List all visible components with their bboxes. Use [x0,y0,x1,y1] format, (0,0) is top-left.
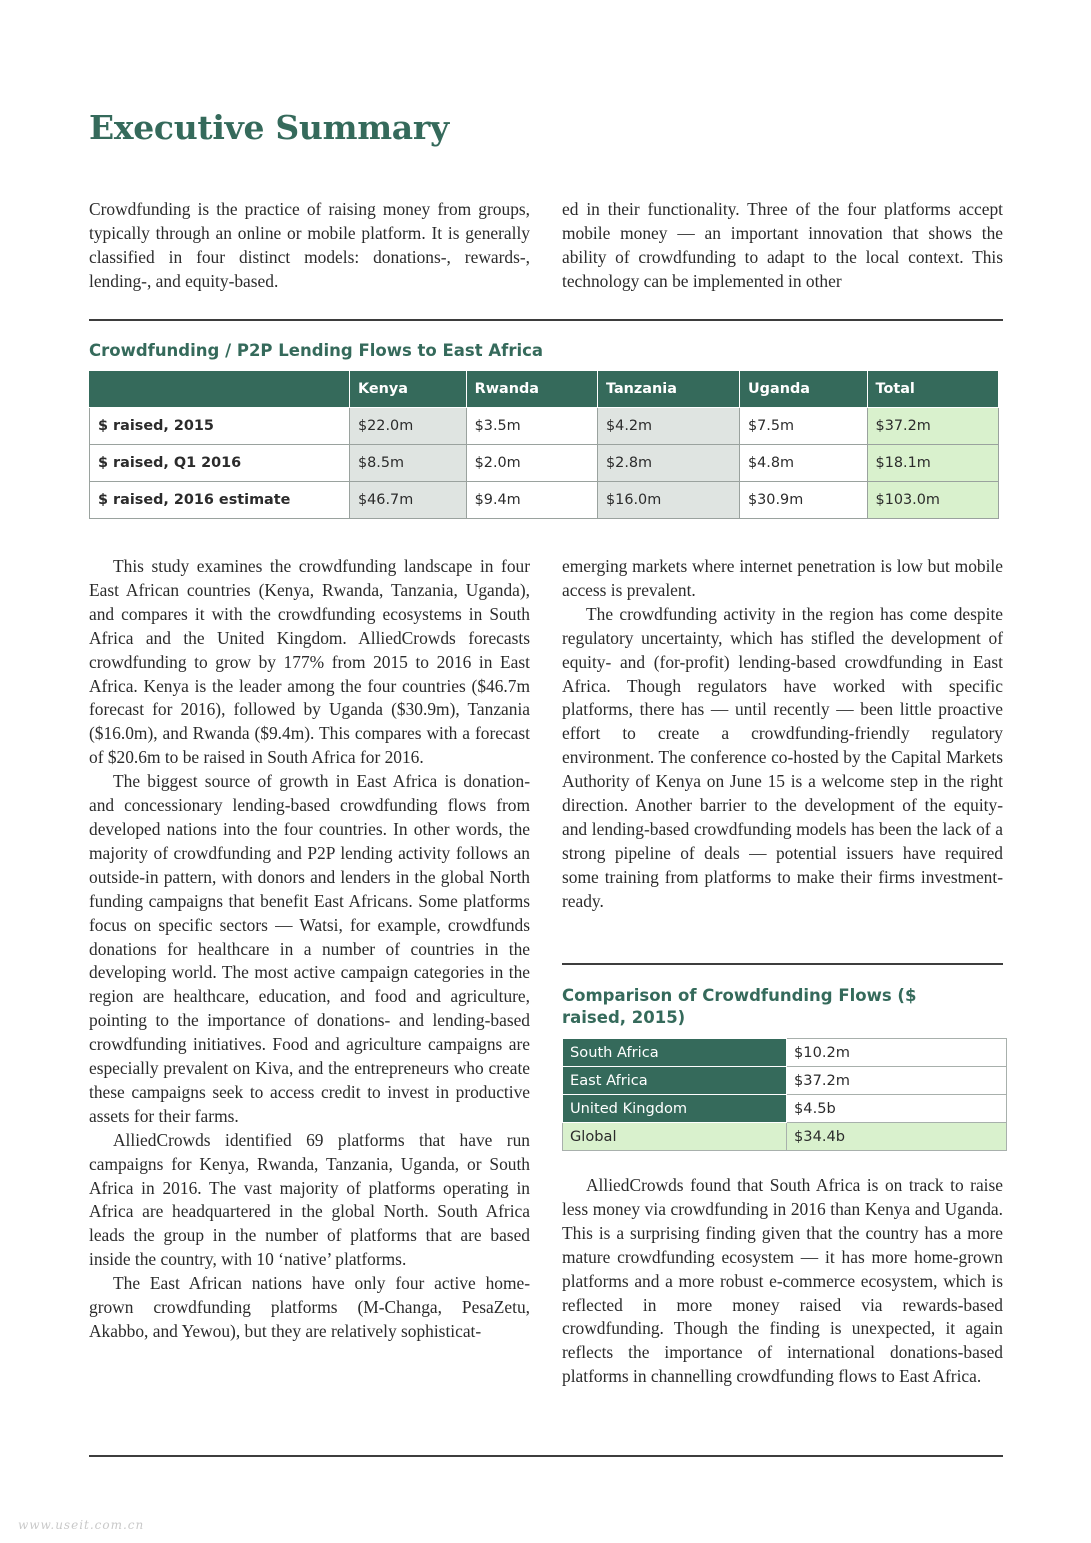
table-row [563,1067,1007,1095]
body-paragraph: emerging markets where internet penetration is low but mobile access is prevalent. [562,556,1003,600]
table-row [90,445,999,482]
header-cell-blank [90,371,350,408]
header-cell-tanzania: Tanzania [598,371,740,408]
table-cell: $4.8m [740,445,868,482]
total-cell: $103.0m [867,482,998,519]
row-label: $ raised, 2015 [90,408,350,445]
page-title: Executive Summary [89,108,449,147]
table-cell: $2.0m [466,445,597,482]
table-row [563,1123,1007,1151]
table-cell: $7.5m [740,408,868,445]
body-paragraph: The crowdfunding activity in the region has come despite regulatory uncertainty, which has stifled the development of equity- and (for-profit) lending-based crowdfunding in East Africa. Though regulators have worked with specific platforms, there has — until recently — been little proactive effort to create a crowdfunding-friendly regulatory environment. The conference co-hosted by the Capital Markets Authority of Kenya on June 15 is a welcome step in the right direction. Another barrier to the development of the equity- and lending-based crowdfunding models has been the lack of a strong pipeline of deals — potential issuers have required some training from platforms to make their firms investment-ready. [562,603,1003,911]
header-cell-rwanda: Rwanda [466,371,597,408]
row-label: $ raised, Q1 2016 [90,445,350,482]
watermark: www.useit.com.cn [18,1518,145,1532]
header-cell-kenya: Kenya [350,371,467,408]
row-label: $ raised, 2016 estimate [90,482,350,519]
table-cell: $2.8m [598,445,740,482]
intro-right-column [562,198,1003,294]
table-row [90,408,999,445]
comparison-label: United Kingdom [563,1095,787,1123]
flows-table-title: Crowdfunding / P2P Lending Flows to East Africa [89,341,544,360]
divider-bottom [89,1455,1003,1457]
table-cell: $30.9m [740,482,868,519]
table-row [90,482,999,519]
table-row [563,1095,1007,1123]
table-row [563,1039,1007,1067]
intro-left-column [89,198,530,294]
body-paragraph: The biggest source of growth in East Africa is donation- and concessionary lending-based crowdfunding flows from developed nations into the four countries. In other words, the majority of crowdfunding and P2P lending activity follows an outside-in pattern, with donors and lenders in the global North funding campaigns that benefit East Africans. Some platforms focus on specific sectors — Watsi, for example, crowdfunds donations for healthcare in a number of countries in the developing world. The most active campaign categories in the region are healthcare, education, and food and agriculture, pointing to the importance of donations- and lending-based crowdfunding initiatives. Food and agriculture campaigns are especially prevalent on Kiva, and the entrepreneurs who create these campaigns seek to access credit to invest in productive assets for their farms. [89,771,530,1126]
comparison-value: $37.2m [787,1067,1007,1095]
header-cell-uganda: Uganda [740,371,868,408]
table-cell: $4.2m [598,408,740,445]
body-left-column [89,555,530,1344]
comparison-label: East Africa [563,1067,787,1095]
divider-top [89,319,1003,321]
table-cell: $46.7m [350,482,467,519]
body-paragraph: The East African nations have only four active home-grown crowdfunding platforms (M-Changa, PesaZetu, Akabbo, and Yewou), but they are relatively sophisticat- [89,1273,530,1341]
total-cell: $18.1m [867,445,998,482]
body-paragraph: AlliedCrowds identified 69 platforms that have run campaigns for Kenya, Rwanda, Tanzania, Uganda, or South Africa in 2016. The vast majority of platforms operating in Africa are headquartered in the global North. South Africa leads the group in the number of platforms that are based inside the country, with 10 ‘native’ platforms. [89,1129,530,1270]
table-cell: $9.4m [466,482,597,519]
body-right-column [562,555,1003,914]
comparison-label: South Africa [563,1039,787,1067]
total-cell: $37.2m [867,408,998,445]
flows-table-header-row [90,371,999,408]
divider-comparison [562,963,1003,965]
comparison-table [562,1038,1007,1151]
comparison-value: $34.4b [787,1123,1007,1151]
comparison-value: $10.2m [787,1039,1007,1067]
intro-left-paragraph: Crowdfunding is the practice of raising money from groups, typically through an online or mobile platform. It is generally classified in four distinct models: donations-, rewards-, lending-, and equity-based. [89,199,530,291]
body-right-bottom-column [562,1174,1003,1389]
comparison-value: $4.5b [787,1095,1007,1123]
table-cell: $8.5m [350,445,467,482]
body-paragraph: This study examines the crowdfunding landscape in four East African countries (Kenya, Rwanda, Tanzania, Uganda), and compares it with the crowdfunding ecosystems in South Africa and the United Kingdom. AlliedCrowds forecasts crowdfunding to grow by 177% from 2015 to 2016 in East Africa. Kenya is the leader among the four countries ($46.7m forecast for 2016), followed by Uganda ($30.9m), Tanzania ($16.0m), and Rwanda ($9.4m). This compares with a forecast of $20.6m to be raised in South Africa for 2016. [89,556,530,768]
table-cell: $16.0m [598,482,740,519]
comparison-label: Global [563,1123,787,1151]
body-paragraph: AlliedCrowds found that South Africa is on track to raise less money via crowdfunding in 2016 than Kenya and Uganda. This is a surprising finding given that the country has a more mature crowdfunding ecosystem — it has more home-grown platforms and a more robust e-commerce ecosystem, which is reflected in more money raised via rewards-based crowdfunding. Though the finding is unexpected, it again reflects the importance of international donations-based platforms in channelling crowdfunding flows to East Africa. [562,1175,1003,1387]
flows-table [89,370,999,519]
intro-right-paragraph: ed in their functionality. Three of the four platforms accept mobile money — an important innovation that shows the ability of crowdfunding to adapt to the local context. This technology can be implemented in other [562,199,1003,291]
comparison-table-title: Comparison of Crowdfunding Flows ($ raised, 2015) [562,986,917,1027]
header-cell-total: Total [867,371,998,408]
table-cell: $22.0m [350,408,467,445]
table-cell: $3.5m [466,408,597,445]
